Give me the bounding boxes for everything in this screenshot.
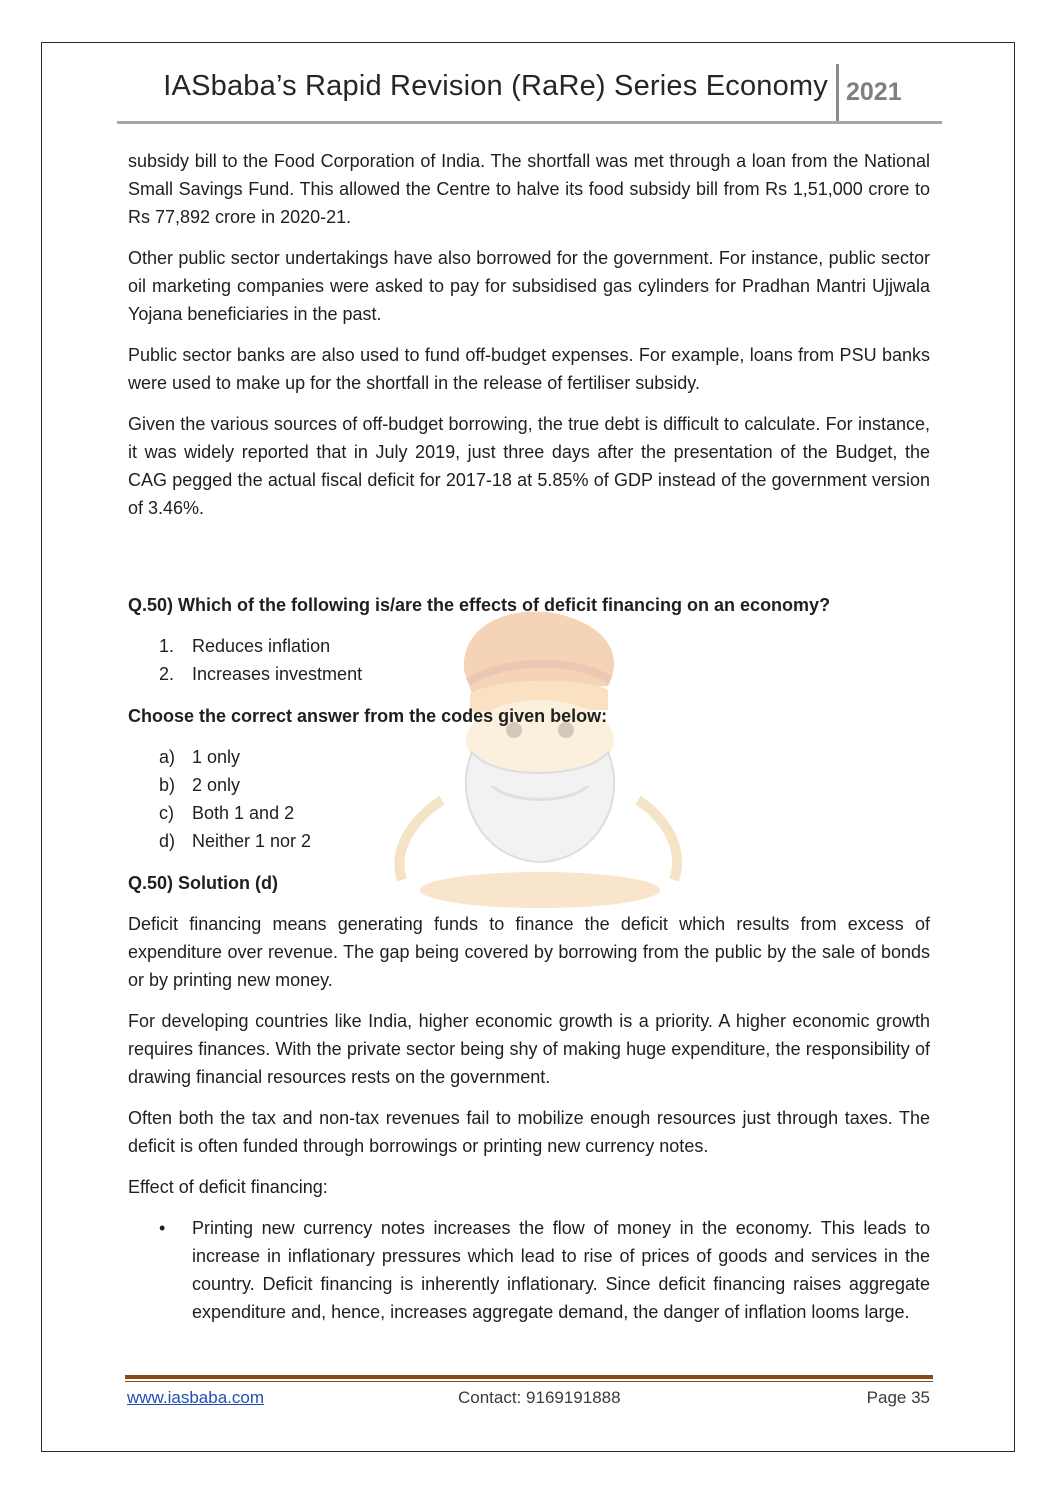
body-paragraph: Other public sector undertakings have also borrowed for the government. For instance, public sector oil marketing companies were asked to pay for subsidised gas cylinders for Pradhan Mantri Ujjwala Yojana beneficiaries in the past.	[128, 248, 930, 324]
choose-prompt: Choose the correct answer from the codes given below:	[128, 706, 608, 726]
option-item	[128, 827, 930, 855]
header-rule	[117, 121, 942, 124]
solution-heading: Q.50) Solution (d)	[128, 873, 278, 893]
body-paragraph: Deficit financing means generating funds to finance the deficit which results from excess of expenditure over revenue. The gap being covered by borrowing from the public by the sale of bonds or by printing new money.	[128, 914, 930, 990]
body-paragraph: Often both the tax and non-tax revenues fail to mobilize enough resources just through taxes. The deficit is often funded through borrowings or printing new currency notes.	[128, 1108, 930, 1156]
body-paragraph: Effect of deficit financing:	[128, 1177, 328, 1197]
statement-text: Reduces inflation	[192, 636, 331, 656]
page-number: Page 35	[866, 1388, 930, 1407]
effects-list	[128, 1214, 930, 1326]
statement-list	[128, 632, 930, 688]
statement-item	[128, 632, 930, 660]
list-marker: 1.	[159, 636, 175, 656]
website-link[interactable]: www.iasbaba.com	[127, 1388, 265, 1407]
body-paragraph: subsidy bill to the Food Corporation of India. The shortfall was met through a loan from the National Small Savings Fund. This allowed the Centre to halve its food subsidy bill from Rs 1,51,000 crore to Rs 77,892 crore in 2020-21.	[128, 151, 930, 227]
spacer	[128, 535, 930, 591]
option-text: 2 only	[192, 775, 241, 795]
body-paragraph: Public sector banks are also used to fund off-budget expenses. For example, loans from PSU banks were used to make up for the shortfall in the release of fertiliser subsidy.	[128, 345, 930, 393]
option-item	[128, 799, 930, 827]
footer-rule	[125, 1375, 933, 1379]
option-item	[128, 743, 930, 771]
option-text: Both 1 and 2	[192, 803, 295, 823]
list-marker: b)	[159, 775, 176, 795]
option-text: 1 only	[192, 747, 241, 767]
list-marker: c)	[159, 803, 174, 823]
list-marker: d)	[159, 831, 176, 851]
bullet-icon: •	[159, 1218, 166, 1238]
body-paragraph: Given the various sources of off-budget borrowing, the true debt is difficult to calculate. For instance, it was widely reported that in July 2019, just three days after the presentation of the Budget, the CAG pegged the actual fiscal deficit for 2017-18 at 5.85% of GDP instead of the government version of 3.46%.	[128, 414, 930, 518]
statement-item	[128, 660, 930, 688]
statement-text: Increases investment	[192, 664, 363, 684]
header-year: 2021	[846, 78, 902, 106]
option-text: Neither 1 nor 2	[192, 831, 312, 851]
page-content	[128, 147, 930, 1326]
header-divider	[836, 64, 839, 122]
footer-rule-thin	[125, 1381, 933, 1382]
options-list	[128, 743, 930, 855]
option-item	[128, 771, 930, 799]
header-title: IASbaba’s Rapid Revision (RaRe) Series Economy	[163, 70, 828, 102]
list-marker: a)	[159, 747, 176, 767]
bullet-item	[128, 1214, 930, 1326]
body-paragraph: For developing countries like India, higher economic growth is a priority. A higher economic growth requires finances. With the private sector being shy of making huge expenditure, the responsibility of drawing financial resources rests on the government.	[128, 1011, 930, 1087]
list-marker: 2.	[159, 664, 175, 684]
question-heading: Q.50) Which of the following is/are the effects of deficit financing on an economy?	[128, 595, 831, 615]
contact-info: Contact: 9169191888	[458, 1388, 621, 1407]
bullet-text: Printing new currency notes increases the flow of money in the economy. This leads to increase in inflationary pressures which lead to rise of prices of goods and services in the country. Deficit financing is inherently inflationary. Since deficit financing raises aggregate expenditure and, hence, increases aggregate demand, the danger of inflation looms large.	[192, 1218, 930, 1322]
